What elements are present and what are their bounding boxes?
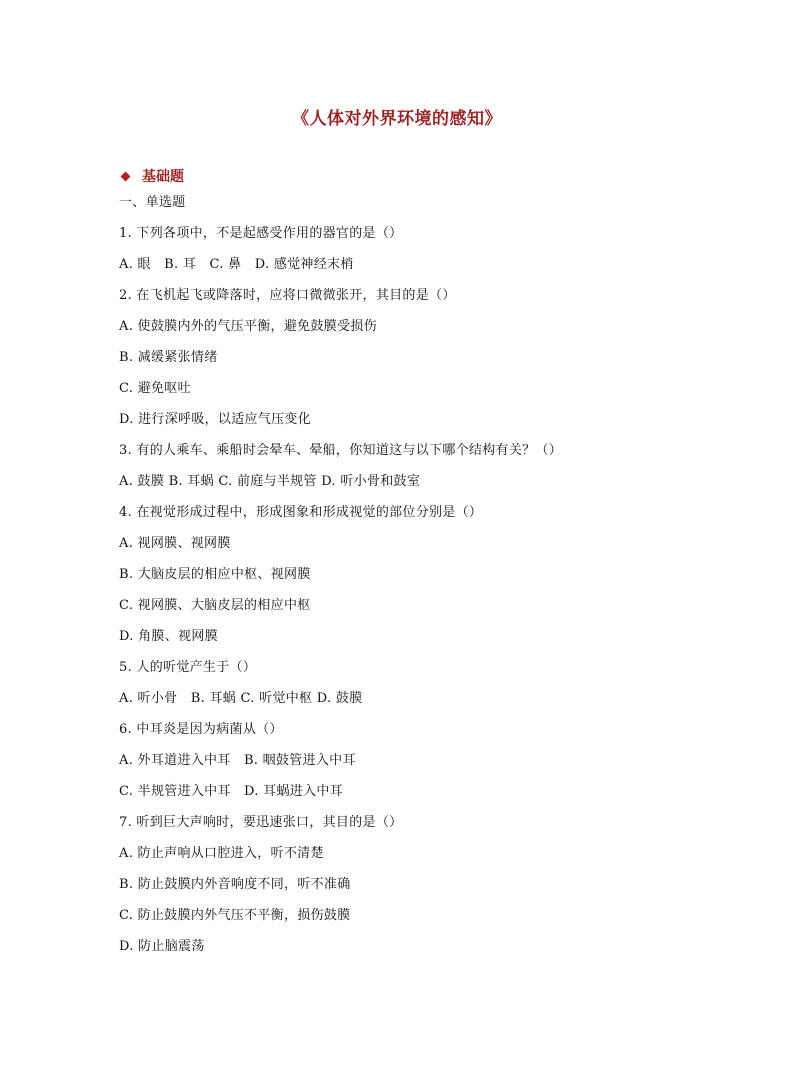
section-heading [120,166,184,186]
diamond-bullet-icon [121,171,131,181]
question-line: C. 避免呕吐 [119,381,191,396]
question-line: 6. 中耳炎是因为病菌从（） [119,722,283,737]
question-line: C. 视网膜、大脑皮层的相应中枢 [119,598,311,613]
question-line: A. 外耳道进入中耳 B. 咽鼓管进入中耳 [119,753,356,768]
question-line: 4. 在视觉形成过程中，形成图象和形成视觉的部位分别是（） [119,505,483,520]
question-line: A. 防止声响从口腔进入，听不清楚 [119,846,324,861]
question-line: C. 防止鼓膜内外气压不平衡，损伤鼓膜 [119,908,351,923]
question-line: C. 半规管进入中耳 D. 耳蜗进入中耳 [119,784,343,799]
question-line: A. 听小骨 B. 耳蜗 C. 听觉中枢 D. 鼓膜 [119,691,363,706]
document-title: 《人体对外界环境的感知》 [292,109,502,129]
question-line: 5. 人的听觉产生于（） [119,660,257,675]
question-line: D. 防止脑震荡 [119,939,205,954]
section-heading-label: 基础题 [142,169,184,185]
question-line: 7. 听到巨大声响时，要迅速张口，其目的是（） [119,815,403,830]
question-line: B. 大脑皮层的相应中枢、视网膜 [119,567,311,582]
question-line: 2. 在飞机起飞或降落时，应将口微微张开，其目的是（） [119,288,456,303]
question-line: A. 视网膜、视网膜 [119,536,231,551]
question-line: 一、单选题 [119,195,186,210]
question-list [119,193,739,968]
question-line: 1. 下列各项中，不是起感受作用的器官的是（） [119,226,403,241]
question-line: D. 角膜、视网膜 [119,629,218,644]
question-line: B. 减缓紧张情绪 [119,350,218,365]
question-line: 3. 有的人乘车、乘船时会晕车、晕船，你知道这与以下哪个结构有关？（） [119,443,563,458]
question-line: A. 眼 B. 耳 C. 鼻 D. 感觉神经末梢 [119,257,354,272]
question-line: D. 进行深呼吸，以适应气压变化 [119,412,312,427]
question-line: A. 使鼓膜内外的气压平衡，避免鼓膜受损伤 [119,319,377,334]
question-line: B. 防止鼓膜内外音响度不同，听不准确 [119,877,351,892]
question-line: A. 鼓膜 B. 耳蜗 C. 前庭与半规管 D. 听小骨和鼓室 [119,474,421,489]
